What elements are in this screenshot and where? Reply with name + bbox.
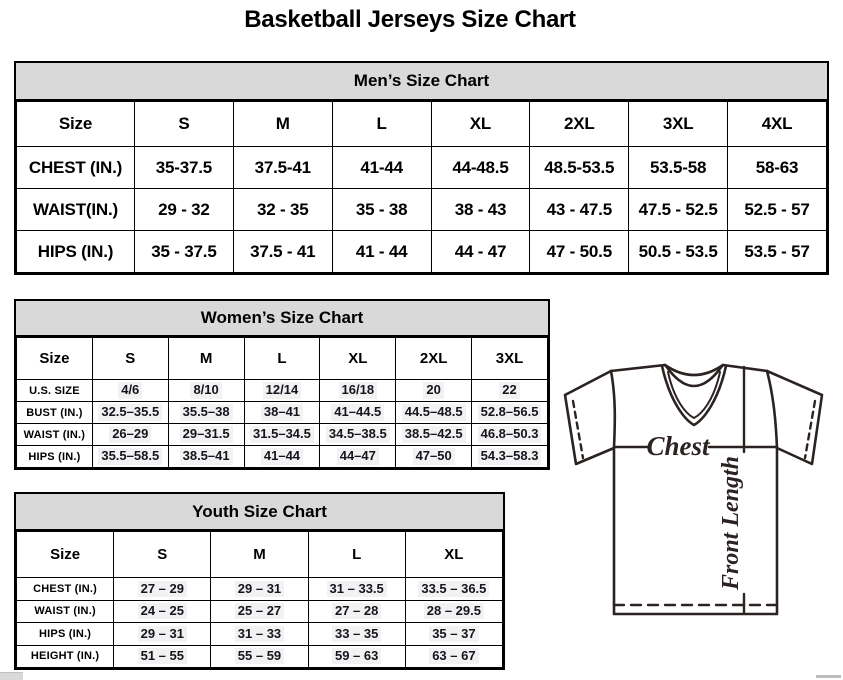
size-value: 35 – 37 (429, 626, 478, 642)
scrollbar-fragment-right[interactable] (816, 675, 841, 678)
youth-size-table (16, 531, 503, 668)
size-value: 33 – 35 (332, 626, 381, 642)
size-value: 34.5–38.5 (326, 426, 390, 442)
youth-size-chart (14, 492, 505, 670)
size-value-cell (332, 189, 431, 231)
size-value: 54.3–58.3 (478, 448, 542, 464)
size-value-cell (244, 402, 320, 424)
size-value: 8/10 (190, 382, 221, 398)
size-value-cell (211, 645, 308, 668)
size-value-cell (114, 600, 211, 623)
size-header-cell: Size (17, 102, 135, 147)
size-value: 31.5–34.5 (250, 426, 314, 442)
size-value-cell (530, 147, 629, 189)
size-value: 20 (423, 382, 443, 398)
column-header-m: M (211, 532, 308, 578)
size-value: 47–50 (413, 448, 455, 464)
size-value-cell (211, 600, 308, 623)
size-value: 44-48.5 (452, 157, 509, 177)
size-value-cell (308, 645, 405, 668)
column-header-2xl: 2XL (530, 102, 629, 147)
page-title: Basketball Jerseys Size Chart (244, 6, 576, 33)
size-value-cell (211, 578, 308, 601)
size-value: 16/18 (339, 382, 378, 398)
size-value-cell (728, 189, 827, 231)
size-value-cell (472, 380, 548, 402)
size-value: 46.8–50.3 (478, 426, 542, 442)
size-value-cell (320, 424, 396, 446)
column-header-s: S (135, 102, 234, 147)
size-value-cell (168, 380, 244, 402)
size-value: 53.5-58 (650, 157, 707, 177)
womens-size-chart (14, 299, 550, 470)
size-value: 41-44 (360, 157, 403, 177)
size-value-cell (92, 446, 168, 468)
size-value: 35.5–38 (180, 404, 233, 420)
size-value-cell (135, 189, 234, 231)
table-row (17, 402, 548, 424)
column-header-s: S (92, 338, 168, 380)
size-value: 48.5-53.5 (544, 157, 615, 177)
column-header-3xl: 3XL (472, 338, 548, 380)
column-header-4xl: 4XL (728, 102, 827, 147)
column-header-l: L (332, 102, 431, 147)
size-value-cell (114, 645, 211, 668)
table-row (17, 623, 503, 646)
header-row (17, 532, 503, 578)
size-value: 59 – 63 (332, 648, 381, 664)
header-row (17, 338, 548, 380)
size-value-cell (431, 189, 530, 231)
size-header-cell: Size (17, 532, 114, 578)
row-label: WAIST(IN.) (17, 189, 135, 231)
womens-size-table (16, 337, 548, 468)
size-value: 35 - 38 (355, 199, 408, 219)
size-value: 52.5 - 57 (744, 199, 810, 219)
row-label: HIPS (IN.) (17, 623, 114, 646)
table-row (17, 446, 548, 468)
row-label: CHEST (IN.) (17, 578, 114, 601)
jersey-armhole-right (767, 371, 777, 448)
size-value: 44 - 47 (454, 241, 507, 261)
size-value-cell (233, 147, 332, 189)
column-header-xl: XL (405, 532, 502, 578)
chest-label: Chest (646, 431, 710, 461)
jersey-body-outline (614, 448, 777, 614)
size-value: 29 – 31 (235, 581, 284, 597)
size-value: 33.5 – 36.5 (418, 581, 489, 597)
size-value: 47.5 - 52.5 (638, 199, 718, 219)
size-value: 58-63 (755, 157, 799, 177)
size-value-cell (308, 623, 405, 646)
size-value-cell (114, 623, 211, 646)
table-row (17, 600, 503, 623)
mens-size-chart (14, 61, 829, 275)
size-value: 27 – 28 (332, 603, 381, 619)
row-label: BUST (IN.) (17, 402, 93, 424)
size-value: 38–41 (261, 404, 303, 420)
size-value: 47 - 50.5 (546, 241, 612, 261)
table-row (17, 645, 503, 668)
column-header-m: M (168, 338, 244, 380)
size-value-cell (396, 402, 472, 424)
size-value-cell (92, 380, 168, 402)
size-value-cell (233, 231, 332, 273)
size-value: 4/6 (118, 382, 142, 398)
size-value: 26–29 (109, 426, 151, 442)
row-label: U.S. SIZE (17, 380, 93, 402)
size-value-cell (405, 645, 502, 668)
row-label: HIPS (IN.) (17, 231, 135, 273)
row-label: WAIST (IN.) (17, 424, 93, 446)
size-value: 41 - 44 (355, 241, 408, 261)
table-row (17, 424, 548, 446)
size-value-cell (211, 623, 308, 646)
size-value-cell (629, 147, 728, 189)
jersey-shoulder-left (611, 365, 665, 371)
size-value-cell (728, 147, 827, 189)
size-value: 41–44.5 (331, 404, 384, 420)
column-header-xl: XL (320, 338, 396, 380)
column-header-m: M (233, 102, 332, 147)
size-value: 35-37.5 (155, 157, 213, 177)
size-value-cell (320, 446, 396, 468)
size-value: 28 – 29.5 (424, 603, 484, 619)
column-header-2xl: 2XL (396, 338, 472, 380)
table-row (17, 231, 827, 273)
size-header-cell: Size (17, 338, 93, 380)
size-value: 27 – 29 (138, 581, 187, 597)
row-label: WAIST (IN.) (17, 600, 114, 623)
size-value: 52.8–56.5 (478, 404, 542, 420)
size-value: 24 – 25 (138, 603, 187, 619)
column-header-xl: XL (431, 102, 530, 147)
size-value-cell (728, 231, 827, 273)
size-value-cell (244, 424, 320, 446)
size-value: 50.5 - 53.5 (638, 241, 718, 261)
jersey-armhole-left (611, 371, 615, 448)
size-value-cell (530, 231, 629, 273)
size-value: 37.5-41 (254, 157, 311, 177)
size-value-cell (168, 424, 244, 446)
size-value-cell (396, 424, 472, 446)
size-value-cell (405, 578, 502, 601)
womens-chart-title: Women’s Size Chart (16, 301, 548, 337)
column-header-3xl: 3XL (629, 102, 728, 147)
size-value-cell (472, 446, 548, 468)
size-value-cell (405, 623, 502, 646)
column-header-l: L (308, 532, 405, 578)
size-value-cell (168, 402, 244, 424)
size-value: 29–31.5 (180, 426, 233, 442)
size-value-cell (472, 424, 548, 446)
size-value: 32.5–35.5 (98, 404, 162, 420)
size-value: 51 – 55 (138, 648, 187, 664)
size-value: 63 – 67 (429, 648, 478, 664)
column-header-l: L (244, 338, 320, 380)
size-value: 35 - 37.5 (151, 241, 217, 261)
size-value: 32 - 35 (257, 199, 309, 219)
size-value: 12/14 (263, 382, 302, 398)
table-row (17, 380, 548, 402)
size-value-cell (308, 578, 405, 601)
youth-chart-title: Youth Size Chart (16, 494, 503, 531)
size-value: 25 – 27 (235, 603, 284, 619)
size-value-cell (320, 402, 396, 424)
size-value-cell (332, 147, 431, 189)
size-value-cell (168, 446, 244, 468)
row-label: HEIGHT (IN.) (17, 645, 114, 668)
size-value: 55 – 59 (235, 648, 284, 664)
size-value-cell (114, 578, 211, 601)
size-value: 38 - 43 (454, 199, 507, 219)
size-value: 37.5 - 41 (250, 241, 316, 261)
size-value: 29 - 32 (158, 199, 210, 219)
size-value-cell (431, 147, 530, 189)
size-value-cell (233, 189, 332, 231)
size-value-cell (244, 380, 320, 402)
size-value: 29 – 31 (138, 626, 187, 642)
size-value-cell (244, 446, 320, 468)
size-value: 41–44 (261, 448, 303, 464)
jersey-diagram (556, 358, 842, 624)
size-value-cell (396, 446, 472, 468)
header-row (17, 102, 827, 147)
size-value-cell (135, 231, 234, 273)
size-value-cell (308, 600, 405, 623)
size-value: 35.5–58.5 (98, 448, 162, 464)
mens-size-table (16, 101, 827, 273)
size-value: 22 (499, 382, 519, 398)
mens-chart-title: Men’s Size Chart (16, 63, 827, 101)
size-value-cell (92, 402, 168, 424)
size-value: 53.5 - 57 (744, 241, 810, 261)
row-label: CHEST (IN.) (17, 147, 135, 189)
size-value-cell (530, 189, 629, 231)
table-row (17, 578, 503, 601)
size-value: 44.5–48.5 (402, 404, 466, 420)
size-value-cell (405, 600, 502, 623)
size-value-cell (135, 147, 234, 189)
table-row (17, 147, 827, 189)
size-value-cell (629, 189, 728, 231)
size-value: 38.5–42.5 (402, 426, 466, 442)
size-value: 43 - 47.5 (546, 199, 612, 219)
size-value-cell (396, 380, 472, 402)
jersey-collar-back-arc (665, 365, 723, 375)
size-value: 38.5–41 (180, 448, 233, 464)
size-value: 44–47 (337, 448, 379, 464)
size-value-cell (332, 231, 431, 273)
front-length-label: Front Length (718, 455, 744, 591)
size-value-cell (320, 380, 396, 402)
column-header-s: S (114, 532, 211, 578)
jersey-sleeve-left (565, 371, 614, 464)
size-value-cell (431, 231, 530, 273)
table-row (17, 189, 827, 231)
size-value-cell (629, 231, 728, 273)
size-value: 31 – 33 (235, 626, 284, 642)
size-value: 31 – 33.5 (327, 581, 387, 597)
size-value-cell (92, 424, 168, 446)
size-value-cell (472, 402, 548, 424)
row-label: HIPS (IN.) (17, 446, 93, 468)
